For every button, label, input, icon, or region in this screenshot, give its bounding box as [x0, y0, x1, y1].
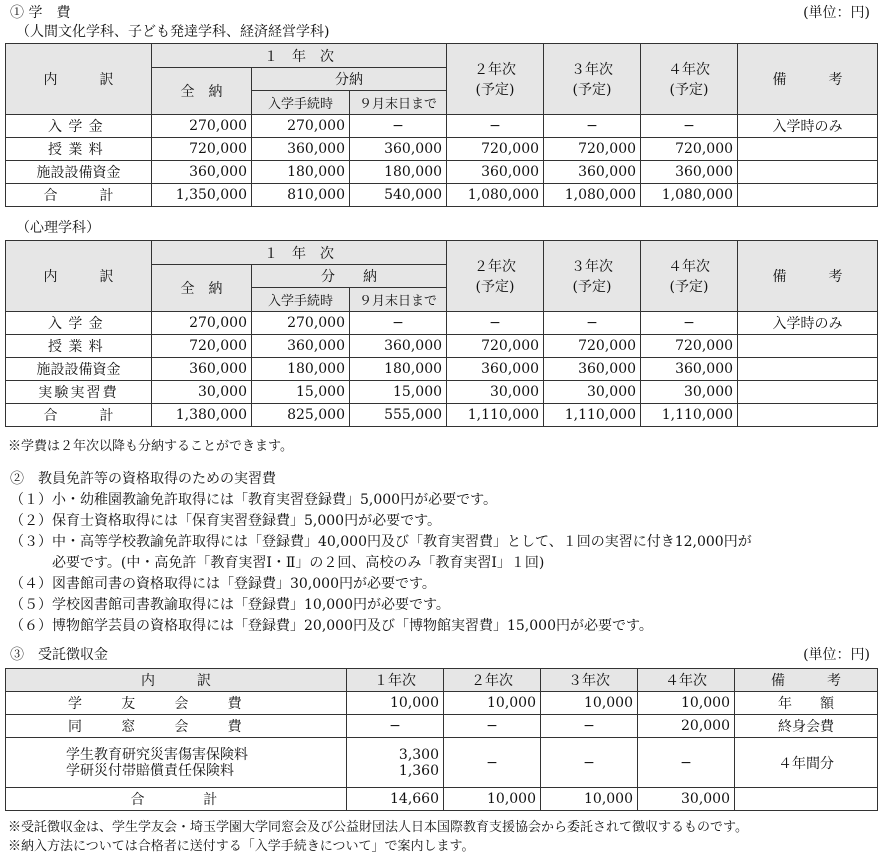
- list-item: 必要です。(中・高免許「教育実習Ⅰ・Ⅱ」の２回、高校のみ「教育実習Ⅰ」１回): [10, 555, 545, 571]
- table-row: 授業料 720,000 360,000 360,000 720,000 720,000 720,000: [6, 138, 878, 161]
- table-row: 同 窓 会 費 − − − 20,000 終身会費: [6, 715, 878, 738]
- collection-table: [5, 668, 878, 811]
- header-biko: 備 考: [738, 241, 878, 312]
- header-uchiwake: 内 訳: [6, 241, 152, 312]
- table-row-insurance: 学生教育研究災害傷害保険料 学研災付帯賠償責任保険料 3,300 1,360 − − − ４年間分: [6, 738, 878, 788]
- header-year2: ２年次 (予定): [447, 44, 544, 115]
- section2-title: ② 教員免許等の資格取得のための実習費: [10, 471, 276, 487]
- header-biko: 備 考: [738, 44, 878, 115]
- header-year3: ３年次 (予定): [544, 44, 641, 115]
- list-item: （２）保育士資格取得には「保育実習登録費」5,000円が必要です。: [10, 513, 441, 529]
- list-item: （６）博物館学芸員の資格取得には「登録費」20,000円及び「博物館実習費」15,000円が必要です。: [10, 618, 653, 634]
- tuition-table-b: [5, 240, 878, 427]
- table-b-subtitle: （心理学科）: [16, 220, 100, 236]
- tuition-table-a: [5, 43, 878, 207]
- header-year1: １ 年 次: [152, 241, 447, 265]
- header-year4: ４年次: [638, 669, 735, 692]
- table-row: 学 友 会 費 10,000 10,000 10,000 10,000 年 額: [6, 692, 878, 715]
- header-year2: ２年次 (予定): [447, 241, 544, 312]
- collection-footnote-2: ※納入方法については合格者に送付する「入学手続きについて」で案内します。: [8, 839, 475, 854]
- header-year1: １ 年 次: [152, 44, 447, 68]
- list-item: （１）小・幼稚園教諭免許取得には「教育実習登録費」5,000円が必要です。: [10, 492, 497, 508]
- table-row-total: 合 計 14,660 10,000 10,000 30,000: [6, 788, 878, 811]
- header-year1: １年次: [347, 669, 444, 692]
- table-row: 施設設備資金 360,000 180,000 180,000 360,000 360,000 360,000: [6, 358, 878, 381]
- header-year4: ４年次 (予定): [641, 44, 738, 115]
- list-item: （４）図書館司書の資格取得には「登録費」30,000円が必要です。: [10, 576, 436, 592]
- header-bunnou: 分 納: [252, 265, 447, 288]
- header-zennou: 全 納: [152, 68, 252, 115]
- header-kugatsu: ９月末日まで: [350, 288, 447, 312]
- table-row: 実験実習費 30,000 15,000 15,000 30,000 30,000 30,000: [6, 381, 878, 404]
- header-year4: ４年次 (予定): [641, 241, 738, 312]
- header-biko: 備 考: [735, 669, 878, 692]
- table-row-total: 合 計 1,380,000 825,000 555,000 1,110,000 1,110,000 1,110,000: [6, 404, 878, 427]
- header-bunnou: 分納: [252, 68, 447, 91]
- table-row-total: 合 計 1,350,000 810,000 540,000 1,080,000 1,080,000 1,080,000: [6, 184, 878, 207]
- section1-unit: (単位：円): [803, 5, 870, 21]
- list-item: （５）学校図書館司書教諭取得には「登録費」10,000円が必要です。: [10, 597, 450, 613]
- header-year2: ２年次: [444, 669, 541, 692]
- section1-title: ① 学 費: [10, 5, 71, 21]
- table-row: 入学金 270,000 270,000 − − − − 入学時のみ: [6, 115, 878, 138]
- header-uchiwake: 内 訳: [6, 669, 347, 692]
- table-row: 入学金 270,000 270,000 − − − − 入学時のみ: [6, 312, 878, 335]
- header-nyugaku: 入学手続時: [252, 288, 350, 312]
- header-year3: ３年次 (予定): [544, 241, 641, 312]
- header-year3: ３年次: [541, 669, 638, 692]
- header-kugatsu: ９月末日まで: [350, 91, 447, 115]
- section3-title: ③ 受託徴収金: [10, 647, 108, 663]
- table-a-subtitle: （人間文化学科、子ども発達学科、経済経営学科): [16, 24, 330, 40]
- tuition-footnote: ※学費は２年次以降も分納することができます。: [8, 439, 293, 454]
- header-uchiwake: 内 訳: [6, 44, 152, 115]
- section3-unit: (単位：円): [803, 647, 870, 663]
- collection-footnote-1: ※受託徴収金は、学生学友会・埼玉学園大学同窓会及び公益財団法人日本国際教育支援協会から委託されて徴収するものです。: [8, 820, 748, 835]
- header-nyugaku: 入学手続時: [252, 91, 350, 115]
- header-zennou: 全 納: [152, 265, 252, 312]
- table-row: 施設設備資金 360,000 180,000 180,000 360,000 360,000 360,000: [6, 161, 878, 184]
- table-row: 授業料 720,000 360,000 360,000 720,000 720,000 720,000: [6, 335, 878, 358]
- list-item: （３）中・高等学校教諭免許取得には「登録費」40,000円及び「教育実習費」として、１回の実習に付き12,000円が: [10, 534, 752, 550]
